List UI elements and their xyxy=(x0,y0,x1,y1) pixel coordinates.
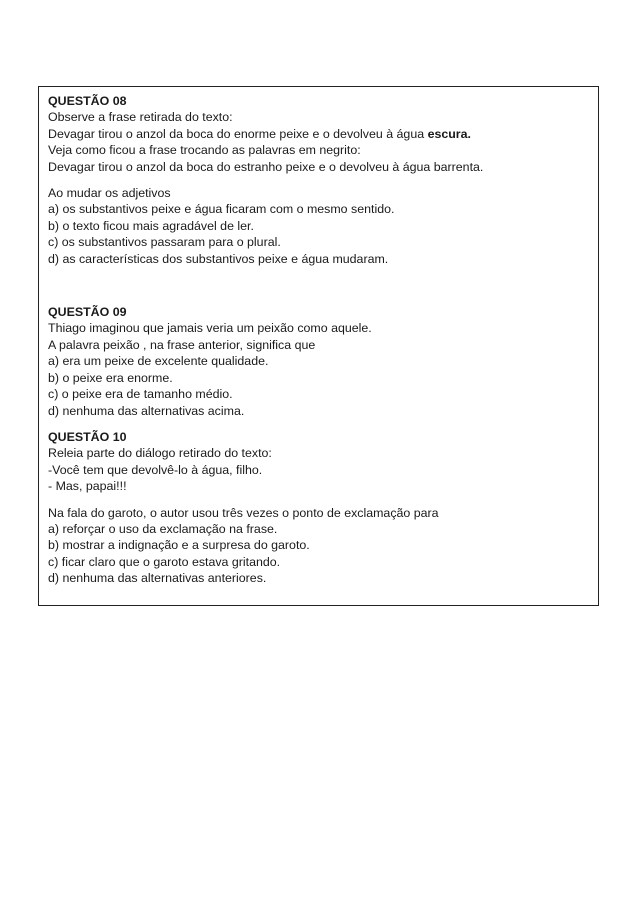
question-08-new-sentence: Devagar tirou o anzol da boca do estranho peixe e o devolveu à água barrenta. xyxy=(48,159,484,174)
question-09-title: QUESTÃO 09 xyxy=(48,305,127,320)
question-10-dialog-line: -Você tem que devolvê-lo à água, filho. xyxy=(48,462,263,477)
question-09-option-d: d) nenhuma das alternativas acima. xyxy=(48,403,245,418)
question-09-option-a: a) era um peixe de excelente qualidade. xyxy=(48,354,269,369)
question-10-option-a: a) reforçar o uso da exclamação na frase. xyxy=(48,521,278,536)
questions-box xyxy=(38,86,599,606)
question-08-sentence-text: Devagar tirou o anzol da boca do enorme peixe e o devolveu à água xyxy=(48,126,428,141)
question-10-dialog-line: - Mas, papai!!! xyxy=(48,479,127,494)
question-08-title: QUESTÃO 08 xyxy=(48,94,127,108)
question-10-question: Na fala do garoto, o autor usou três vezes o ponto de exclamação para xyxy=(48,505,439,520)
question-10-intro: Releia parte do diálogo retirado do texto: xyxy=(48,446,272,461)
question-08-option-c: c) os substantivos passaram para o plural. xyxy=(48,235,281,250)
question-10-option-c: c) ficar claro que o garoto estava gritando. xyxy=(48,554,281,569)
question-10-title: QUESTÃO 10 xyxy=(48,429,127,444)
question-10-option-b: b) mostrar a indignação e a surpresa do garoto. xyxy=(48,538,310,553)
question-08-option-d: d) as características dos substantivos peixe e água mudaram. xyxy=(48,251,389,266)
question-08-intro: Observe a frase retirada do texto: xyxy=(48,110,233,125)
question-09-option-c: c) o peixe era de tamanho médio. xyxy=(48,387,233,402)
question-08-bold-word: escura. xyxy=(427,126,471,141)
question-09-option-b: b) o peixe era enorme. xyxy=(48,370,173,385)
question-09-intro: Thiago imaginou que jamais veria um peixão como aquele. xyxy=(48,321,372,336)
question-08-question: Ao mudar os adjetivos xyxy=(48,186,171,201)
question-08-sentence xyxy=(48,126,589,142)
question-10-option-d: d) nenhuma das alternativas anteriores. xyxy=(48,571,267,586)
question-08-option-a: a) os substantivos peixe e água ficaram com o mesmo sentido. xyxy=(48,202,395,217)
question-08-prompt: Veja como ficou a frase trocando as palavras em negrito: xyxy=(48,143,361,158)
question-08-option-b: b) o texto ficou mais agradável de ler. xyxy=(48,218,254,233)
question-09-question: A palavra peixão , na frase anterior, significa que xyxy=(48,337,316,352)
